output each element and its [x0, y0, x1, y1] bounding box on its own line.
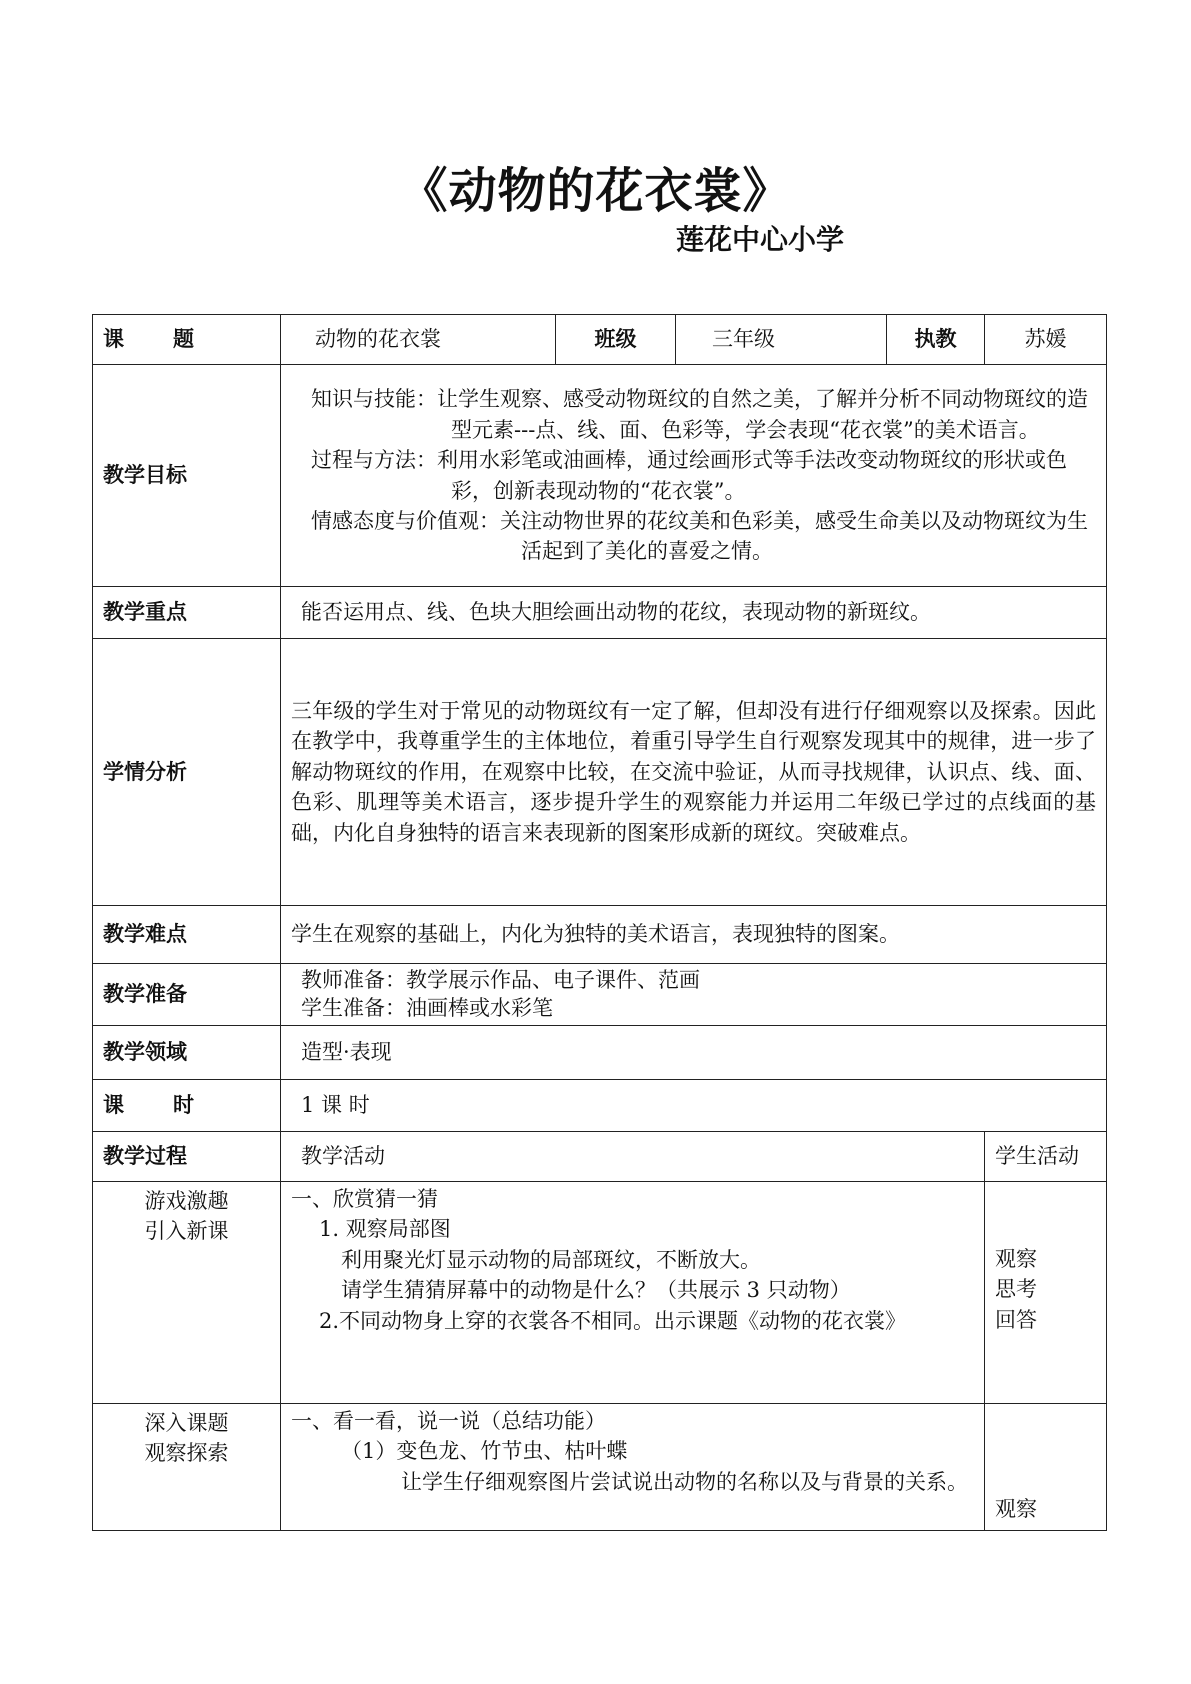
- stage-cell: [93, 1404, 281, 1531]
- activity-text: 利用聚光灯显示动物的局部斑纹，不断放大。: [341, 1247, 761, 1272]
- analysis-row: [93, 639, 1107, 906]
- activity-text: 让学生仔细观察图片尝试说出动物的名称以及与背景的关系。: [401, 1469, 968, 1494]
- topic-value: 动物的花衣裳: [281, 315, 556, 365]
- activity-item: 2.不同动物身上穿的衣裳各不相同。出示课题《动物的花衣裳》: [319, 1308, 907, 1333]
- goal-emotion: 情感态度与价值观：关注动物世界的花纹美和色彩美，感受生命美以及动物斑纹为生活起到了美化的喜爱之情。: [311, 508, 1088, 564]
- lesson-plan-table: [92, 314, 1107, 1531]
- key-point-label: 教学重点: [93, 587, 281, 639]
- class-value: 三年级: [676, 315, 887, 365]
- domain-text: 造型·表现: [281, 1026, 1107, 1080]
- class-label: 班级: [556, 315, 676, 365]
- key-point-row: [93, 587, 1107, 639]
- student-activity: 思考: [995, 1277, 1037, 1302]
- student-activity-cell: [985, 1182, 1107, 1404]
- student-activity-header: 学生活动: [985, 1132, 1107, 1182]
- hours-text: 1 课 时: [281, 1080, 1107, 1132]
- domain-row: [93, 1026, 1107, 1080]
- preparation-row: [93, 964, 1107, 1026]
- hours-label: 课 时: [93, 1080, 281, 1132]
- teacher-activity-cell: [281, 1404, 985, 1531]
- key-point-text: 能否运用点、线、色块大胆绘画出动物的花纹，表现动物的新斑纹。: [281, 587, 1107, 639]
- student-activity: 观察: [995, 1247, 1037, 1271]
- topic-label: 课 题: [93, 315, 281, 365]
- stage-line: 深入课题: [144, 1411, 229, 1435]
- activity-item: （1）变色龙、竹节虫、枯叶蝶: [341, 1439, 628, 1464]
- process-step-row: [93, 1182, 1107, 1404]
- difficulty-row: [93, 906, 1107, 964]
- stage-line: 观察探索: [144, 1441, 229, 1466]
- activity-heading: 一、欣赏猜一猜: [291, 1187, 438, 1211]
- process-label: 教学过程: [93, 1132, 281, 1182]
- goals-row: [93, 365, 1107, 587]
- stage-line: 游戏激趣: [144, 1189, 229, 1213]
- teacher-value: 苏媛: [985, 315, 1107, 365]
- activity-heading: 一、看一看，说一说（总结功能）: [291, 1409, 606, 1433]
- activity-text: 请学生猜猜屏幕中的动物是什么？（共展示 3 只动物）: [341, 1278, 851, 1303]
- info-row: [93, 315, 1107, 365]
- goals-content: [281, 365, 1107, 587]
- stage-line: 引入新课: [144, 1219, 229, 1244]
- document-title: 《动物的花衣裳》: [399, 163, 792, 219]
- stage-cell: [93, 1182, 281, 1404]
- student-activity: 观察: [995, 1497, 1037, 1521]
- teacher-preparation: 教师准备：教学展示作品、电子课件、范画: [301, 968, 700, 993]
- teacher-label: 执教: [887, 315, 985, 365]
- preparation-content: [281, 964, 1107, 1026]
- process-header-row: [93, 1132, 1107, 1182]
- preparation-label: 教学准备: [93, 964, 281, 1026]
- process-step-row: [93, 1404, 1107, 1531]
- student-preparation: 学生准备：油画棒或水彩笔: [301, 995, 553, 1020]
- domain-label: 教学领域: [93, 1026, 281, 1080]
- student-activity-cell: [985, 1404, 1107, 1531]
- difficulty-text: 学生在观察的基础上，内化为独特的美术语言，表现独特的图案。: [281, 906, 1107, 964]
- student-activity: 回答: [995, 1307, 1037, 1332]
- analysis-label: 学情分析: [93, 639, 281, 906]
- goals-label: 教学目标: [93, 365, 281, 587]
- school-name: 莲花中心小学: [676, 223, 845, 256]
- goal-process: 过程与方法：利用水彩笔或油画棒，通过绘画形式等手法改变动物斑纹的形状或色彩，创新表现动物的“花衣裳”。: [311, 448, 1067, 503]
- teacher-activity-header: 教学活动: [281, 1132, 985, 1182]
- analysis-text: 三年级的学生对于常见的动物斑纹有一定了解，但却没有进行仔细观察以及探索。因此在教学中，我尊重学生的主体地位，着重引导学生自行观察发现其中的规律，进一步了解动物斑纹的作用，在观察中比较，在交流中验证，从而寻找规律，认识点、线、面、色彩、肌理等美术语言，逐步提升学生的观察能力并运用二年级已学过的点线面的基础，内化自身独特的语言来表现新的图案形成新的斑纹。突破难点。: [281, 639, 1107, 906]
- hours-row: [93, 1080, 1107, 1132]
- goal-knowledge: 知识与技能：让学生观察、感受动物斑纹的自然之美，了解并分析不同动物斑纹的造型元素---点、线、面、色彩等，学会表现“花衣裳”的美术语言。: [311, 387, 1088, 442]
- teacher-activity-cell: [281, 1182, 985, 1404]
- activity-item: 1. 观察局部图: [319, 1217, 451, 1242]
- difficulty-label: 教学难点: [93, 906, 281, 964]
